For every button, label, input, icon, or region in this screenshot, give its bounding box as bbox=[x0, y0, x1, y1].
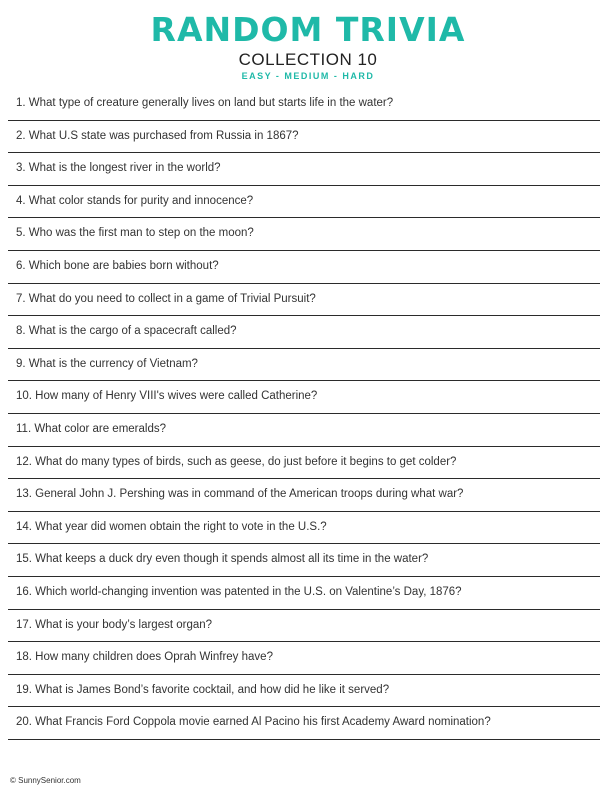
question-row bbox=[8, 414, 600, 447]
question-text: 2. What U.S state was purchased from Russia in 1867? bbox=[16, 129, 299, 142]
question-text: 14. What year did women obtain the right to vote in the U.S.? bbox=[16, 520, 327, 533]
question-row bbox=[8, 544, 600, 577]
question-row bbox=[8, 153, 600, 186]
copyright-footer: © SunnySenior.com bbox=[10, 776, 81, 785]
question-row bbox=[8, 381, 600, 414]
page-title: RANDOM TRIVIA bbox=[150, 10, 466, 49]
question-text: 4. What color stands for purity and innocence? bbox=[16, 194, 254, 207]
question-row bbox=[8, 707, 600, 740]
question-text: 5. Who was the first man to step on the moon? bbox=[16, 227, 254, 240]
question-text: 12. What do many types of birds, such as geese, do just before it begins to get colder? bbox=[16, 455, 457, 468]
question-text: 1. What type of creature generally lives on land but starts life in the water? bbox=[16, 97, 394, 109]
question-text: 3. What is the longest river in the world? bbox=[16, 162, 221, 175]
question-row bbox=[8, 610, 600, 643]
question-row bbox=[8, 88, 600, 121]
question-row bbox=[8, 642, 600, 675]
question-row bbox=[8, 251, 600, 284]
question-text: 17. What is your body’s largest organ? bbox=[16, 618, 213, 631]
question-row bbox=[8, 186, 600, 219]
question-text: 9. What is the currency of Vietnam? bbox=[16, 357, 198, 370]
question-text: 8. What is the cargo of a spacecraft called? bbox=[16, 325, 237, 338]
question-row bbox=[8, 512, 600, 545]
question-row bbox=[8, 479, 600, 512]
question-row bbox=[8, 284, 600, 317]
question-text: 20. What Francis Ford Coppola movie earned Al Pacino his first Academy Award nomination? bbox=[16, 716, 491, 729]
question-row bbox=[8, 675, 600, 708]
question-row bbox=[8, 121, 600, 154]
question-row bbox=[8, 349, 600, 382]
question-text: 18. How many children does Oprah Winfrey have? bbox=[16, 651, 273, 664]
question-row bbox=[8, 447, 600, 480]
question-row bbox=[8, 316, 600, 349]
question-text: 10. How many of Henry VIII's wives were called Catherine? bbox=[16, 390, 318, 403]
question-text: 6. Which bone are babies born without? bbox=[16, 259, 219, 272]
question-text: 15. What keeps a duck dry even though it spends almost all its time in the water? bbox=[16, 553, 429, 566]
question-list bbox=[8, 88, 600, 740]
question-row bbox=[8, 218, 600, 251]
collection-subtitle: COLLECTION 10 bbox=[238, 50, 378, 69]
question-text: 7. What do you need to collect in a game of Trivial Pursuit? bbox=[16, 292, 316, 305]
question-row bbox=[8, 577, 600, 610]
difficulty-levels: EASY - MEDIUM - HARD bbox=[241, 71, 375, 81]
question-text: 16. Which world-changing invention was patented in the U.S. on Valentine’s Day, 1876? bbox=[16, 585, 462, 598]
question-text: 11. What color are emeralds? bbox=[16, 422, 166, 435]
question-text: 19. What is James Bond’s favorite cocktail, and how did he like it served? bbox=[16, 683, 390, 696]
question-text: 13. General John J. Pershing was in command of the American troops during what war? bbox=[16, 488, 464, 501]
